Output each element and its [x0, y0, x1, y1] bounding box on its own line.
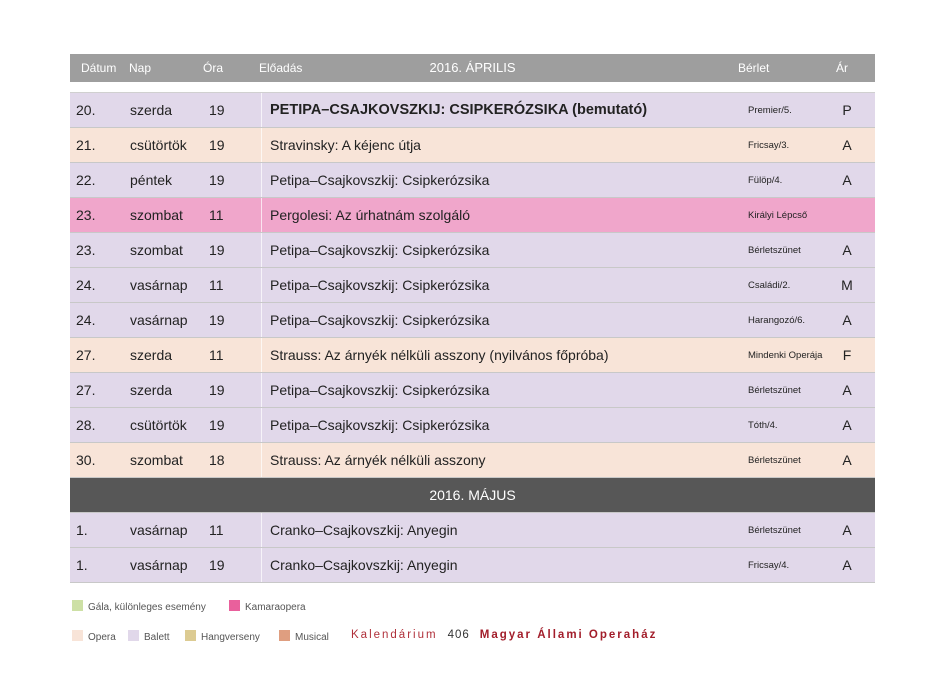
cell-nap: szerda	[130, 347, 173, 363]
cell-title: Petipa–Csajkovszkij: Csipkerózsika	[261, 268, 489, 302]
col-nap-header: Nap	[129, 61, 152, 75]
cell-berlet: Bérletszünet	[748, 385, 801, 396]
table-row[interactable]	[70, 163, 875, 198]
cell-datum: 27.	[76, 382, 96, 398]
cell-ora: 19	[209, 312, 225, 328]
legend-item-musical	[279, 630, 329, 643]
cell-datum: 24.	[76, 312, 96, 328]
schedule-table	[70, 54, 875, 583]
legend-item-kamara	[229, 600, 306, 613]
cell-nap: vasárnap	[130, 312, 188, 328]
table-row[interactable]	[70, 408, 875, 443]
cell-title: PETIPA–CSAJKOVSZKIJ: CSIPKERÓZSIKA (bemutató)	[261, 93, 647, 127]
legend-label-hangverseny: Hangverseny	[201, 632, 260, 643]
cell-berlet: Bérletszünet	[748, 245, 801, 256]
legend-item-balett	[128, 630, 170, 643]
legend-swatch-balett	[128, 630, 139, 641]
cell-nap: csütörtök	[130, 417, 187, 433]
cell-datum: 24.	[76, 277, 96, 293]
cell-nap: csütörtök	[130, 137, 187, 153]
cell-title: Stravinsky: A kéjenc útja	[261, 128, 421, 162]
legend-swatch-opera	[72, 630, 83, 641]
cell-title: Petipa–Csajkovszkij: Csipkerózsika	[261, 303, 489, 337]
table-row[interactable]	[70, 548, 875, 583]
cell-nap: péntek	[130, 172, 173, 188]
legend-label-opera: Opera	[88, 632, 116, 643]
footer-house-name: Magyar Állami Operaház	[479, 629, 658, 641]
cell-nap: vasárnap	[130, 277, 188, 293]
table-row[interactable]	[70, 338, 875, 373]
cell-ar: A	[842, 522, 852, 538]
cell-berlet: Családi/2.	[748, 280, 791, 291]
col-datum-header: Dátum	[81, 61, 117, 75]
cell-title: Petipa–Csajkovszkij: Csipkerózsika	[261, 408, 489, 442]
cell-title: Strauss: Az árnyék nélküli asszony	[261, 443, 486, 477]
cell-datum: 23.	[76, 242, 96, 258]
cell-datum: 20.	[76, 102, 96, 118]
cell-datum: 28.	[76, 417, 96, 433]
cell-datum: 22.	[76, 172, 96, 188]
table-row[interactable]	[70, 93, 875, 128]
cell-nap: vasárnap	[130, 557, 188, 573]
cell-berlet: Fricsay/3.	[748, 140, 790, 151]
table-row[interactable]	[70, 303, 875, 338]
cell-ar: A	[842, 382, 852, 398]
col-ora-header: Óra	[203, 61, 224, 75]
legend-item-hangverseny	[185, 630, 260, 643]
table-row[interactable]	[70, 128, 875, 163]
cell-ar: A	[842, 172, 852, 188]
cell-berlet: Bérletszünet	[748, 525, 801, 536]
cell-ora: 19	[209, 382, 225, 398]
legend-swatch-kamara	[229, 600, 240, 611]
cell-title: Pergolesi: Az úrhatnám szolgáló	[261, 198, 470, 232]
legend-label-kamara: Kamaraopera	[245, 602, 306, 613]
cell-nap: szerda	[130, 102, 173, 118]
cell-nap: szerda	[130, 382, 173, 398]
cell-ar: A	[842, 137, 852, 153]
col-eloadas-header: Előadás	[259, 61, 303, 75]
cell-ora: 11	[209, 277, 224, 293]
cell-ora: 18	[209, 452, 225, 468]
table-row[interactable]	[70, 198, 875, 233]
cell-berlet: Bérletszünet	[748, 455, 801, 466]
cell-berlet: Harangozó/6.	[748, 315, 806, 326]
cell-ora: 19	[209, 557, 225, 573]
cell-ar: A	[842, 242, 852, 258]
cell-title: Cranko–Csajkovszkij: Anyegin	[261, 513, 458, 547]
cell-datum: 30.	[76, 452, 96, 468]
header-spacer	[70, 82, 875, 93]
footer-kalendarium: Kalendárium	[351, 629, 438, 641]
page-footer	[351, 629, 657, 641]
cell-datum: 21.	[76, 137, 96, 153]
cell-ora: 19	[209, 417, 225, 433]
cell-ar: M	[841, 277, 853, 293]
cell-berlet: Királyi Lépcső	[748, 210, 808, 221]
cell-datum: 23.	[76, 207, 96, 223]
page-number: 406	[447, 629, 470, 641]
legend-item-opera	[72, 630, 116, 643]
cell-title: Strauss: Az árnyék nélküli asszony (nyilvános főpróba)	[261, 338, 609, 372]
cell-nap: szombat	[130, 242, 183, 258]
cell-berlet: Mindenki Operája	[748, 350, 823, 361]
legend-label-musical: Musical	[295, 632, 329, 643]
cell-ar: P	[842, 102, 852, 118]
cell-nap: szombat	[130, 452, 183, 468]
month-heading: 2016. ÁPRILIS	[429, 60, 516, 75]
legend-swatch-gala	[72, 600, 83, 611]
cell-berlet: Fülöp/4.	[748, 175, 783, 186]
cell-ora: 19	[209, 137, 225, 153]
cell-datum: 1.	[76, 557, 88, 573]
cell-berlet: Premier/5.	[748, 105, 792, 116]
cell-title: Petipa–Csajkovszkij: Csipkerózsika	[261, 163, 489, 197]
month-divider: 2016. MÁJUS	[70, 478, 875, 513]
table-header	[70, 54, 875, 82]
cell-datum: 27.	[76, 347, 96, 363]
cell-ora: 11	[209, 207, 224, 223]
legend-label-gala: Gála, különleges esemény	[88, 602, 206, 613]
table-row[interactable]	[70, 513, 875, 548]
table-row[interactable]	[70, 268, 875, 303]
cell-title: Cranko–Csajkovszkij: Anyegin	[261, 548, 458, 582]
cell-nap: vasárnap	[130, 522, 188, 538]
cell-ora: 19	[209, 242, 225, 258]
table-row[interactable]	[70, 373, 875, 408]
cell-berlet: Fricsay/4.	[748, 560, 790, 571]
legend-label-balett: Balett	[144, 632, 170, 643]
cell-ar: A	[842, 557, 852, 573]
legend-swatch-musical	[279, 630, 290, 641]
cell-ora: 19	[209, 102, 225, 118]
cell-berlet: Tóth/4.	[748, 420, 778, 431]
cell-ora: 11	[209, 347, 224, 363]
cell-ar: A	[842, 312, 852, 328]
legend-item-gala	[72, 600, 206, 613]
col-ar-header: Ár	[836, 61, 848, 75]
col-berlet-header: Bérlet	[738, 61, 770, 75]
legend-swatch-hangverseny	[185, 630, 196, 641]
cell-title: Petipa–Csajkovszkij: Csipkerózsika	[261, 373, 489, 407]
cell-ora: 19	[209, 172, 225, 188]
cell-nap: szombat	[130, 207, 183, 223]
cell-ar: A	[842, 417, 852, 433]
table-row[interactable]	[70, 233, 875, 268]
cell-ora: 11	[209, 522, 224, 538]
cell-title: Petipa–Csajkovszkij: Csipkerózsika	[261, 233, 489, 267]
cell-datum: 1.	[76, 522, 88, 538]
table-row[interactable]	[70, 443, 875, 478]
cell-ar: A	[842, 452, 852, 468]
cell-ar: F	[842, 347, 852, 363]
legend	[72, 600, 672, 650]
